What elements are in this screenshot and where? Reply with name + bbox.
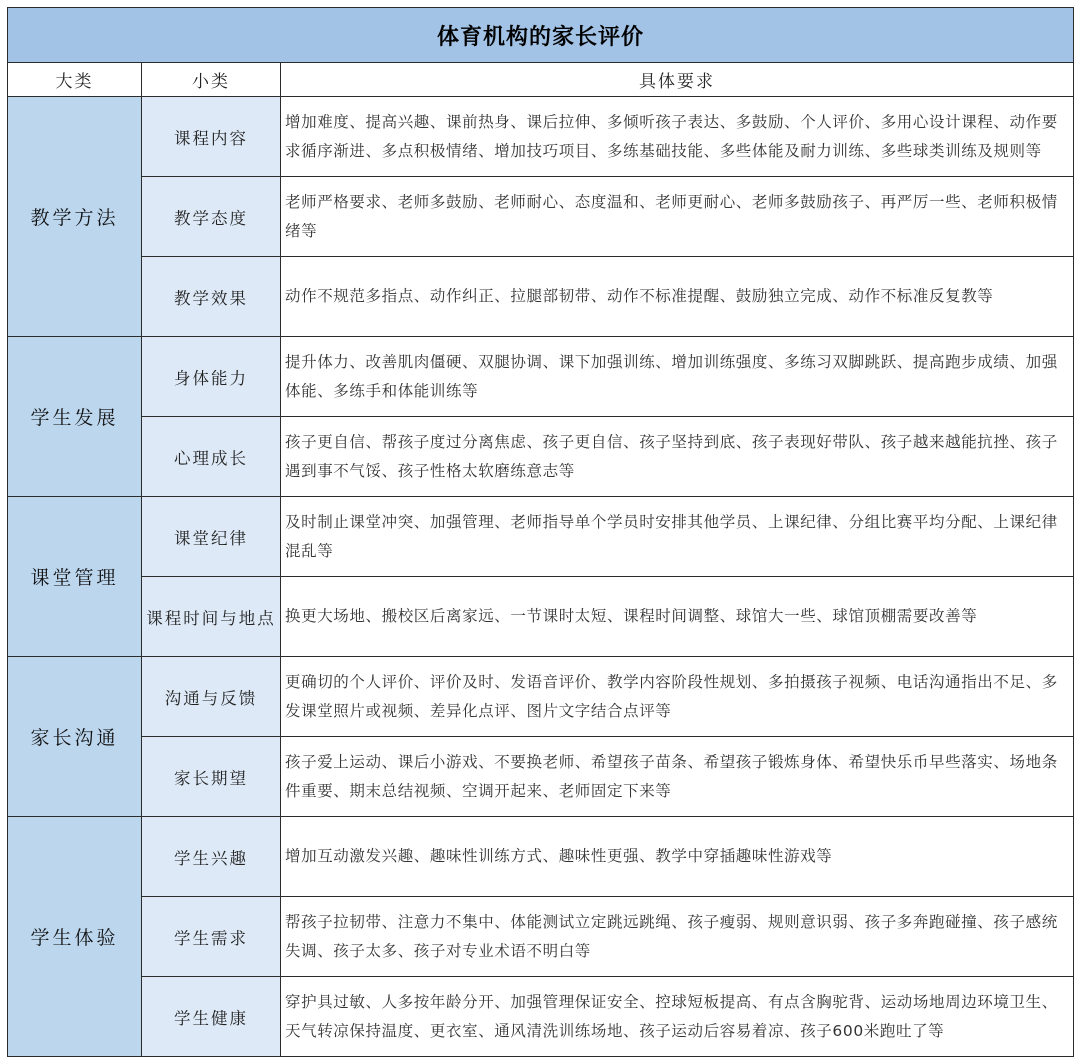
requirement-cell: 帮孩子拉韧带、注意力不集中、体能测试立定跳远跳绳、孩子瘦弱、规则意识弱、孩子多奔跑碰撞、孩子感统失调、孩子太多、孩子对专业术语不明白等 <box>281 897 1074 977</box>
table-row <box>8 177 1074 257</box>
table-row <box>8 817 1074 897</box>
subcategory-cell: 课程内容 <box>142 97 281 177</box>
table-row <box>8 577 1074 657</box>
header-row <box>8 63 1074 97</box>
table-row <box>8 257 1074 337</box>
subcategory-cell: 教学效果 <box>142 257 281 337</box>
header-subcategory: 小类 <box>142 63 281 97</box>
requirement-cell: 提升体力、改善肌肉僵硬、双腿协调、课下加强训练、增加训练强度、多练习双脚跳跃、提高跑步成绩、加强体能、多练手和体能训练等 <box>281 337 1074 417</box>
subcategory-cell: 身体能力 <box>142 337 281 417</box>
subcategory-cell: 教学态度 <box>142 177 281 257</box>
table-row <box>8 417 1074 497</box>
evaluation-table <box>7 7 1074 1057</box>
requirement-cell: 孩子更自信、帮孩子度过分离焦虑、孩子更自信、孩子坚持到底、孩子表现好带队、孩子越来越能抗挫、孩子遇到事不气馁、孩子性格太软磨练意志等 <box>281 417 1074 497</box>
subcategory-cell: 学生需求 <box>142 897 281 977</box>
requirement-cell: 更确切的个人评价、评价及时、发语音评价、教学内容阶段性规划、多拍摄孩子视频、电话沟通指出不足、多发课堂照片或视频、差异化点评、图片文字结合点评等 <box>281 657 1074 737</box>
table-row <box>8 657 1074 737</box>
category-cell: 家长沟通 <box>8 657 142 817</box>
category-cell: 课堂管理 <box>8 497 142 657</box>
requirement-cell: 穿护具过敏、人多按年龄分开、加强管理保证安全、控球短板提高、有点含胸驼背、运动场地周边环境卫生、天气转凉保持温度、更衣室、通风清洗训练场地、孩子运动后容易着凉、孩子600米跑吐了等 <box>281 977 1074 1057</box>
requirement-cell: 增加难度、提高兴趣、课前热身、课后拉伸、多倾听孩子表达、多鼓励、个人评价、多用心设计课程、动作要求循序渐进、多点积极情绪、增加技巧项目、多练基础技能、多些体能及耐力训练、多些球类训练及规则等 <box>281 97 1074 177</box>
subcategory-cell: 家长期望 <box>142 737 281 817</box>
subcategory-cell: 学生兴趣 <box>142 817 281 897</box>
requirement-cell: 孩子爱上运动、课后小游戏、不要换老师、希望孩子苗条、希望孩子锻炼身体、希望快乐币早些落实、场地条件重要、期末总结视频、空调开起来、老师固定下来等 <box>281 737 1074 817</box>
requirement-cell: 及时制止课堂冲突、加强管理、老师指导单个学员时安排其他学员、上课纪律、分组比赛平均分配、上课纪律混乱等 <box>281 497 1074 577</box>
category-cell: 学生发展 <box>8 337 142 497</box>
subcategory-cell: 心理成长 <box>142 417 281 497</box>
evaluation-table-container <box>7 7 1073 1057</box>
subcategory-cell: 课程时间与地点 <box>142 577 281 657</box>
requirement-cell: 换更大场地、搬校区后离家远、一节课时太短、课程时间调整、球馆大一些、球馆顶棚需要改善等 <box>281 577 1074 657</box>
table-row <box>8 897 1074 977</box>
category-cell: 学生体验 <box>8 817 142 1057</box>
table-row <box>8 737 1074 817</box>
subcategory-cell: 学生健康 <box>142 977 281 1057</box>
title-row <box>8 8 1074 63</box>
table-row <box>8 337 1074 417</box>
header-requirement: 具体要求 <box>281 63 1074 97</box>
header-category: 大类 <box>8 63 142 97</box>
table-row <box>8 977 1074 1057</box>
requirement-cell: 增加互动激发兴趣、趣味性训练方式、趣味性更强、教学中穿插趣味性游戏等 <box>281 817 1074 897</box>
subcategory-cell: 沟通与反馈 <box>142 657 281 737</box>
category-cell: 教学方法 <box>8 97 142 337</box>
table-row <box>8 497 1074 577</box>
requirement-cell: 动作不规范多指点、动作纠正、拉腿部韧带、动作不标准提醒、鼓励独立完成、动作不标准反复教等 <box>281 257 1074 337</box>
subcategory-cell: 课堂纪律 <box>142 497 281 577</box>
table-title: 体育机构的家长评价 <box>8 8 1074 63</box>
requirement-cell: 老师严格要求、老师多鼓励、老师耐心、态度温和、老师更耐心、老师多鼓励孩子、再严厉一些、老师积极情绪等 <box>281 177 1074 257</box>
table-row <box>8 97 1074 177</box>
